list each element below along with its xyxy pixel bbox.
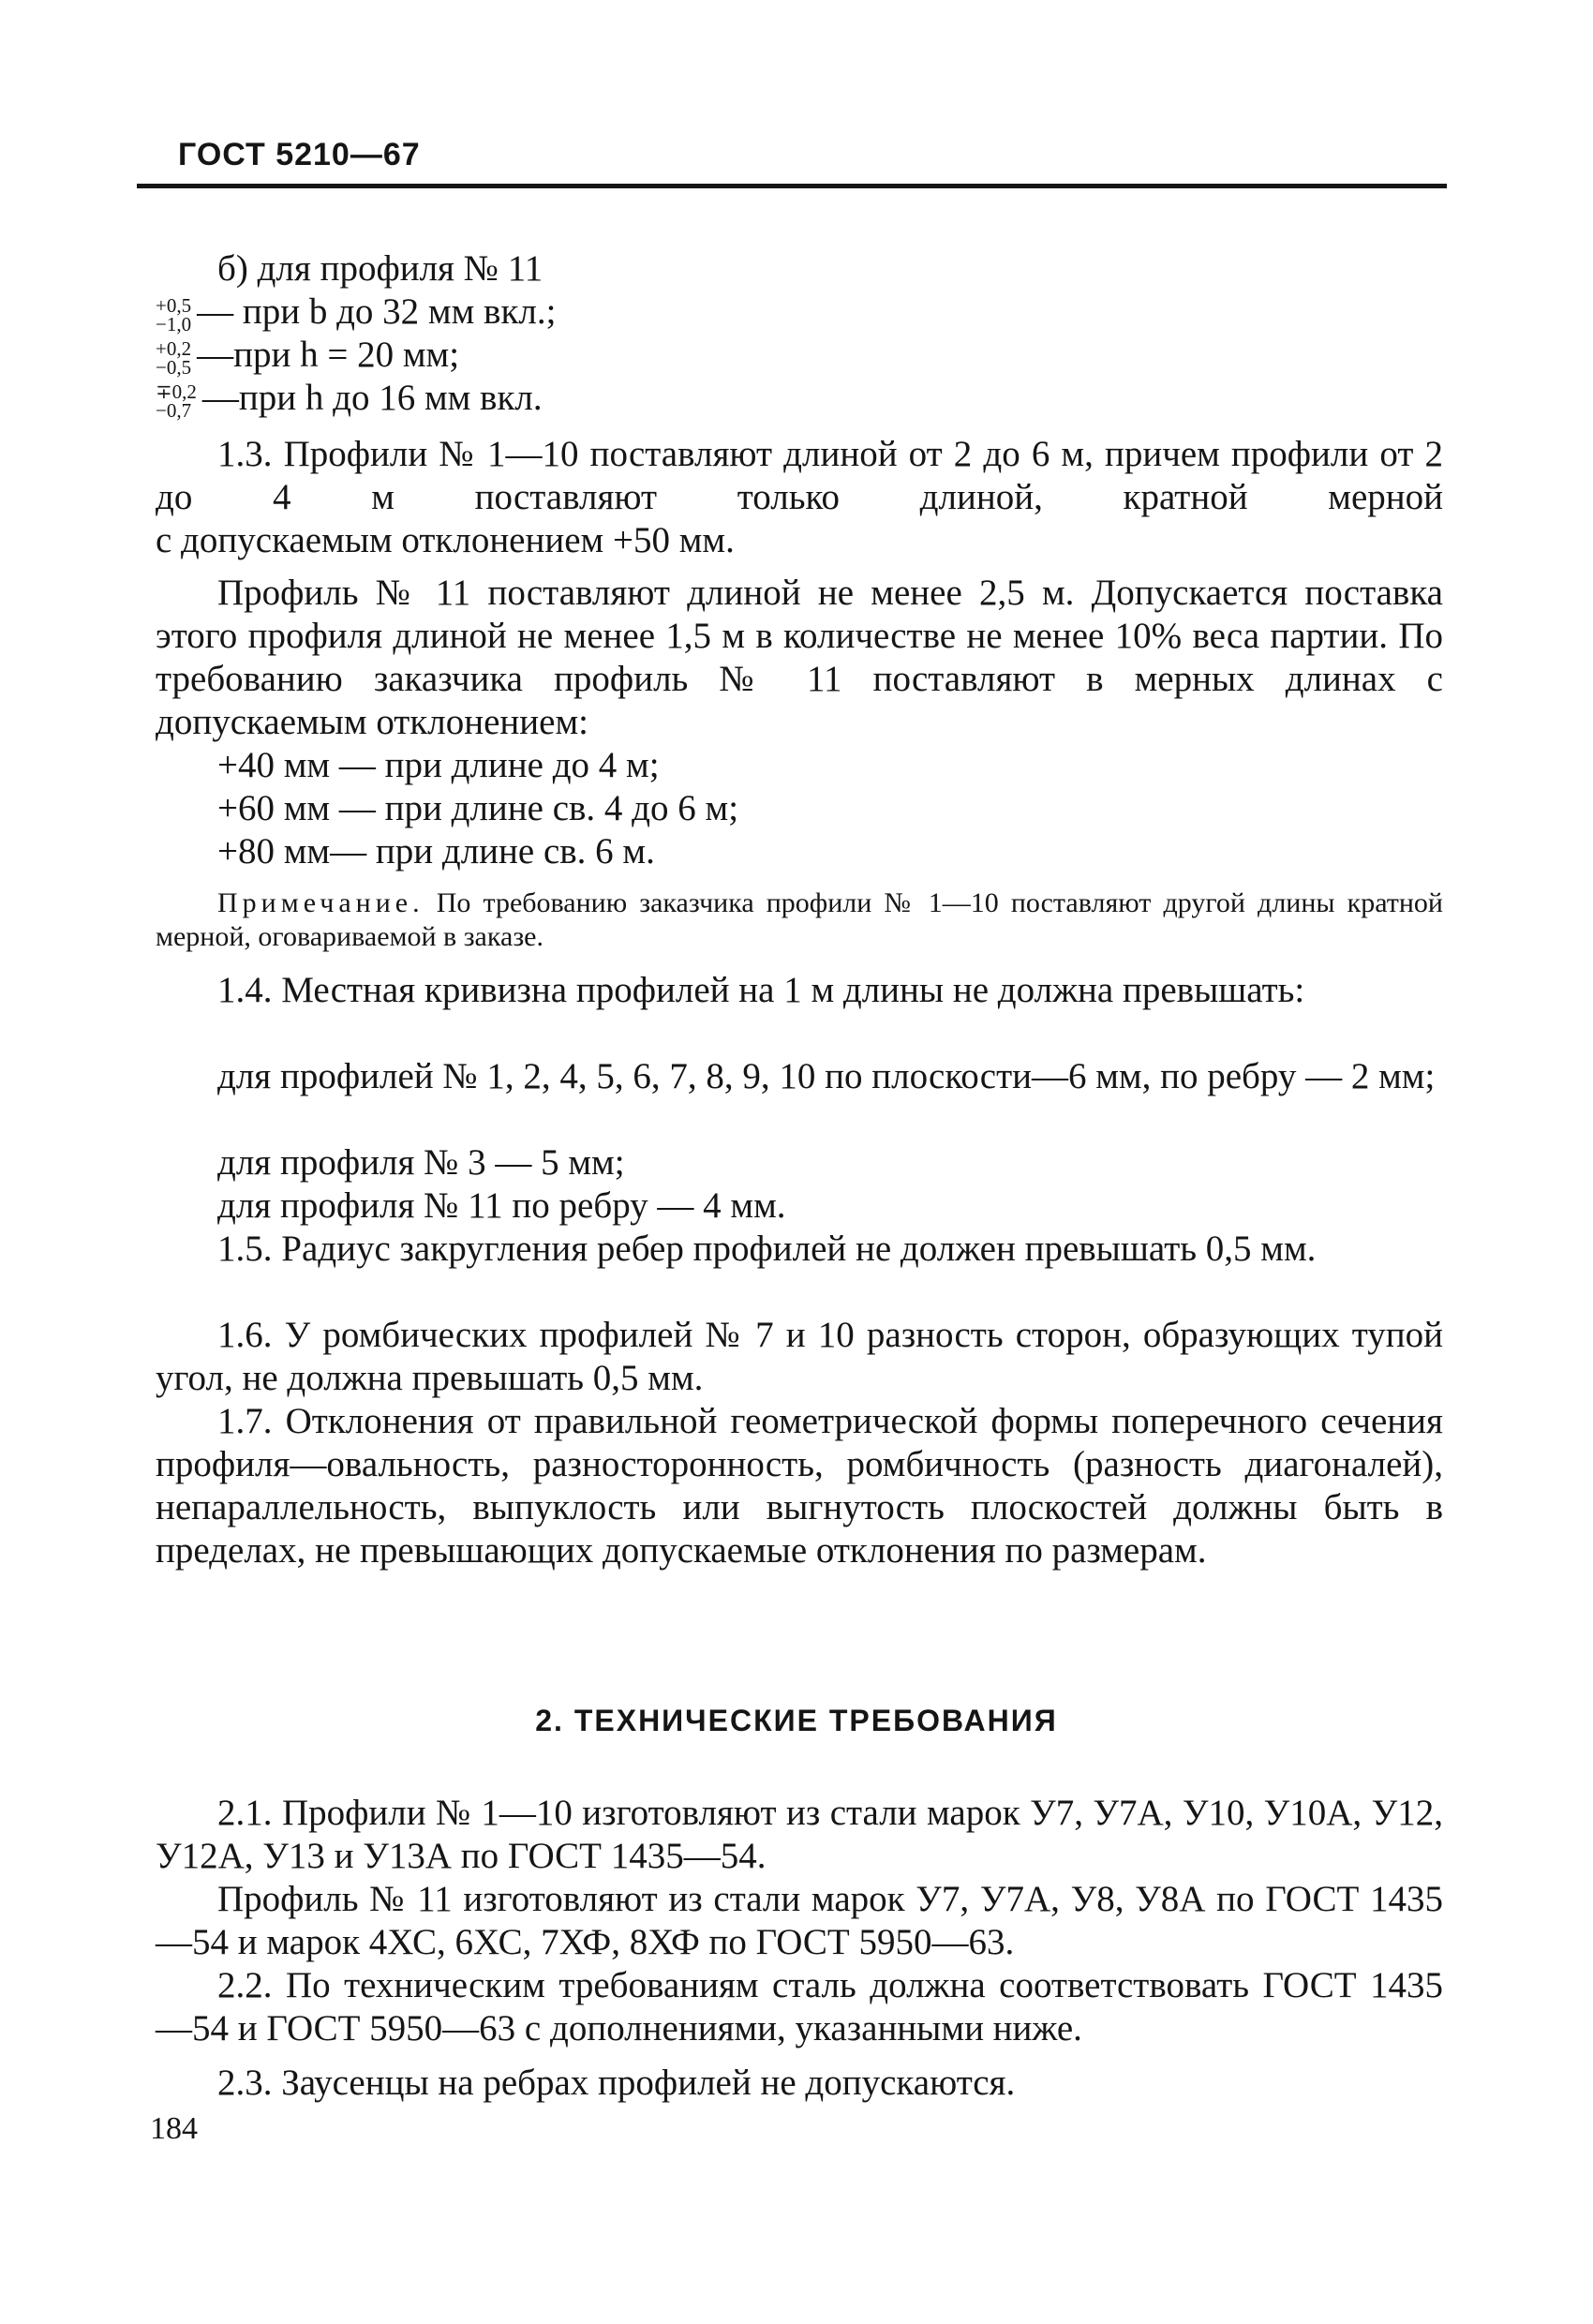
note-text: По требованию заказчика профили № 1—10 поставляют другой длины кратной мерной, оговариваемой в заказе. bbox=[156, 887, 1443, 952]
paragraph-2-1-b: Профиль № 11 изготовляют из стали марок У7, У7А, У8, У8А по ГОСТ 1435—54 и марок 4ХС, 6ХС, 7ХФ, 8ХФ по ГОСТ 5950—63. bbox=[156, 1879, 1443, 1962]
paragraph-profile-11: Профиль № 11 поставляют длиной не менее 2,5 м. Допускается поставка этого профиля длиной не менее 1,5 м в количестве не менее 10% веса партии. По требованию заказчика профиль № 11 поставляют в мерных длинах с допускаемым отклонением: bbox=[156, 573, 1443, 742]
page-number: 184 bbox=[150, 2111, 198, 2146]
tolerance-text: — при b до 32 мм вкл.; bbox=[197, 291, 557, 332]
paragraph-1-4-c: для профиля № 11 по ребру — 4 мм. bbox=[217, 1185, 786, 1226]
tolerance-line-2 bbox=[156, 334, 1443, 380]
paragraph-1-6: 1.6. У ромбических профилей № 7 и 10 разность сторон, образующих тупой угол, не должна превышать 0,5 мм. bbox=[156, 1315, 1443, 1398]
tolerance-fraction: +0,5 −1,0 bbox=[156, 294, 192, 336]
paragraph-1-3-last: с допускаемым отклонением +50 мм. bbox=[156, 520, 735, 560]
note bbox=[156, 886, 1443, 954]
paragraph-1-5: 1.5. Радиус закругления ребер профилей не должен превышать 0,5 мм. bbox=[217, 1229, 1317, 1269]
paragraph-1-7: 1.7. Отклонения от правильной геометрической формы поперечного сечения профиля—овальность, разносторонность, ромбичность (разность диагоналей), непараллельность, выпуклость или выгнутость плоскостей должны быть в пределах, не превышающих допускаемые отклонения по размерам. bbox=[156, 1401, 1443, 1571]
paragraph-2-3: 2.3. Заусенцы на ребрах профилей не допускаются. bbox=[217, 2063, 1016, 2103]
tolerance-line-1 bbox=[156, 290, 1443, 334]
paragraph-2-2: 2.2. По техническим требованиям сталь должна соответствовать ГОСТ 1435—54 и ГОСТ 5950—63 с дополнениями, указанными ниже. bbox=[156, 1965, 1443, 2048]
paragraph-1-4-b: для профиля № 3 — 5 мм; bbox=[217, 1142, 625, 1183]
note-label: Примечание. bbox=[217, 887, 424, 918]
document-header: ГОСТ 5210—67 bbox=[178, 137, 421, 172]
deviation-item: +40 мм — при длине до 4 м; bbox=[217, 745, 660, 785]
profile-11-label: б) для профиля № 11 bbox=[217, 248, 543, 289]
tolerance-fraction: +0,2 −0,5 bbox=[156, 337, 192, 380]
deviation-item: +60 мм — при длине св. 4 до 6 м; bbox=[217, 788, 739, 828]
section-2-heading: 2. ТЕХНИЧЕСКИЕ ТРЕБОВАНИЯ bbox=[535, 1704, 1058, 1737]
tolerance-text: —при h = 20 мм; bbox=[197, 335, 460, 375]
paragraph-2-1: 2.1. Профили № 1—10 изготовляют из стали марок У7, У7А, У10, У10А, У12, У12А, У13 и У13А по ГОСТ 1435—54. bbox=[156, 1793, 1443, 1876]
paragraph-1-4: 1.4. Местная кривизна профилей на 1 м длины не должна превышать: bbox=[217, 970, 1305, 1010]
tolerance-fraction: ∓0,2 −0,7 bbox=[156, 380, 197, 423]
paragraph-1-4-a: для профилей № 1, 2, 4, 5, 6, 7, 8, 9, 10 по плоскости—6 мм, по ребру — 2 мм; bbox=[217, 1056, 1436, 1096]
paragraph-1-3: 1.3. Профили № 1—10 поставляют длиной от 2 до 6 м, причем профили от 2 до 4 м поставляют только длиной, кратной мерной bbox=[156, 434, 1443, 517]
header-rule bbox=[137, 184, 1447, 188]
tolerance-text: —при h до 16 мм вкл. bbox=[201, 378, 543, 418]
deviation-item: +80 мм— при длине св. 6 м. bbox=[217, 831, 655, 872]
tolerance-line-3 bbox=[156, 377, 1443, 423]
